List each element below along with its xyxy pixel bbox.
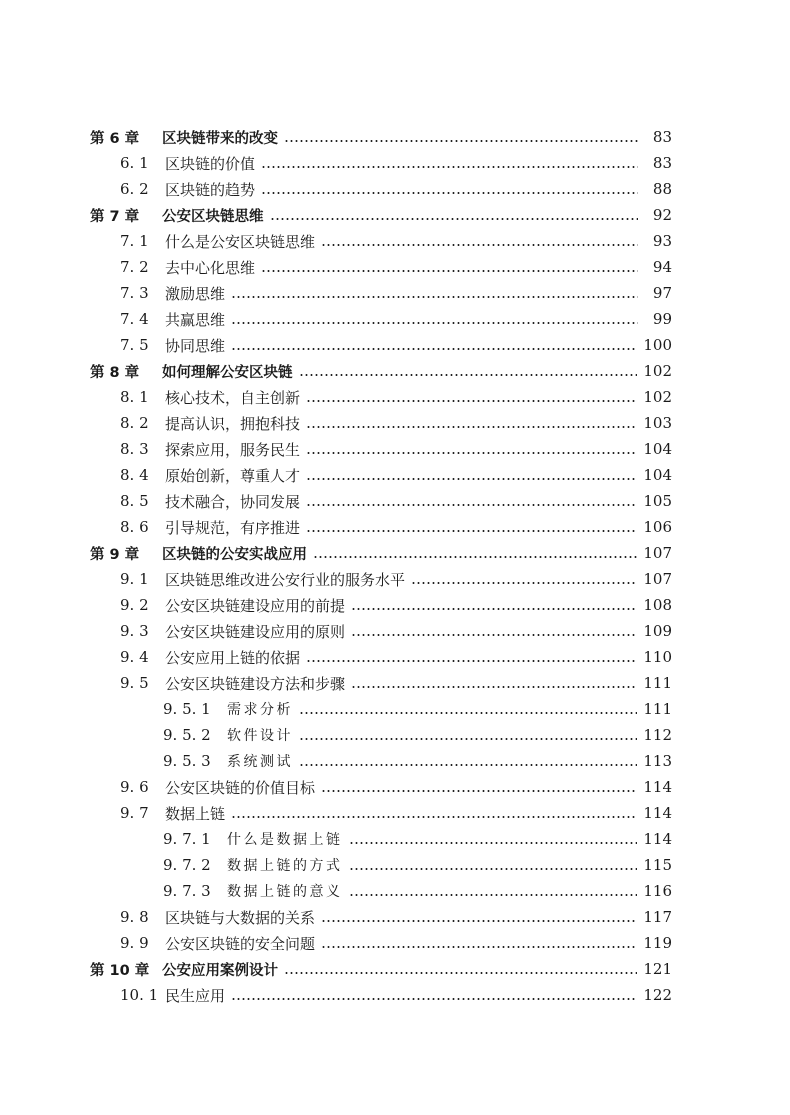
toc-entry-number: 第 8 章	[90, 364, 140, 381]
dot-leader	[411, 582, 637, 584]
toc-section-entry	[0, 904, 790, 930]
toc-section-entry	[0, 592, 790, 618]
toc-entry-page: 108	[643, 596, 672, 614]
toc-entry-title: 数据上链	[165, 804, 226, 823]
dot-leader	[313, 556, 637, 558]
toc-entry-title: 区块链的公安实战应用	[162, 546, 307, 563]
dot-leader	[351, 686, 637, 688]
toc-entry-page: 116	[643, 882, 672, 900]
dot-leader	[231, 998, 637, 1000]
toc-section-entry	[0, 410, 790, 436]
dot-leader	[261, 192, 638, 194]
toc-entry-page: 97	[652, 284, 672, 302]
toc-entry-page: 107	[643, 544, 672, 562]
toc-section-entry	[0, 618, 790, 644]
toc-entry-page: 88	[652, 180, 672, 198]
toc-entry-page: 104	[643, 440, 672, 458]
toc-entry-page: 109	[643, 622, 672, 640]
toc-entry-number: 8. 1	[120, 388, 149, 406]
dot-leader	[231, 816, 637, 818]
toc-section-entry	[0, 332, 790, 358]
toc-chapter-entry	[0, 202, 790, 228]
toc-section-entry	[0, 228, 790, 254]
toc-entry-page: 121	[643, 960, 672, 978]
toc-entry-number: 9. 9	[120, 934, 149, 952]
toc-chapter-entry	[0, 358, 790, 384]
table-of-contents	[0, 124, 790, 1008]
toc-entry-number: 7. 1	[120, 232, 149, 250]
toc-chapter-entry	[0, 540, 790, 566]
toc-section-entry	[0, 670, 790, 696]
dot-leader	[351, 634, 637, 636]
toc-entry-page: 93	[652, 232, 672, 250]
toc-section-entry	[0, 774, 790, 800]
toc-entry-page: 102	[643, 388, 672, 406]
toc-section-entry	[0, 514, 790, 540]
toc-entry-number: 9. 5. 1	[163, 700, 211, 718]
toc-entry-number: 9. 7. 3	[163, 882, 211, 900]
dot-leader	[321, 946, 637, 948]
toc-entry-page: 106	[643, 518, 672, 536]
dot-leader	[306, 660, 637, 662]
toc-entry-title: 公安区块链的价值目标	[165, 778, 316, 797]
toc-entry-number: 第 7 章	[90, 208, 140, 225]
toc-entry-title: 区块链带来的改变	[162, 130, 278, 147]
toc-entry-number: 9. 2	[120, 596, 149, 614]
toc-entry-number: 6. 1	[120, 154, 149, 172]
dot-leader	[231, 348, 637, 350]
toc-entry-title: 区块链的价值	[165, 154, 256, 173]
toc-entry-number: 第 6 章	[90, 130, 140, 147]
toc-subsection-entry	[0, 878, 790, 904]
toc-entry-page: 83	[652, 128, 672, 146]
toc-entry-page: 113	[643, 752, 672, 770]
toc-section-entry	[0, 254, 790, 280]
toc-section-entry	[0, 800, 790, 826]
toc-section-entry	[0, 462, 790, 488]
dot-leader	[306, 400, 637, 402]
toc-section-entry	[0, 930, 790, 956]
toc-entry-page: 115	[643, 856, 672, 874]
toc-entry-page: 114	[643, 778, 672, 796]
toc-entry-number: 9. 8	[120, 908, 149, 926]
toc-entry-number: 8. 3	[120, 440, 149, 458]
toc-entry-number: 第 10 章	[90, 962, 150, 979]
toc-entry-title: 探索应用，服务民生	[165, 440, 301, 459]
dot-leader	[349, 868, 638, 870]
toc-entry-title: 什么是数据上链	[227, 832, 343, 848]
dot-leader	[284, 140, 638, 142]
toc-entry-title: 如何理解公安区块链	[162, 364, 293, 381]
toc-entry-title: 数据上链的意义	[227, 884, 343, 900]
toc-entry-title: 提高认识，拥抱科技	[165, 414, 301, 433]
dot-leader	[321, 244, 638, 246]
dot-leader	[299, 374, 638, 376]
toc-section-entry	[0, 982, 790, 1008]
toc-entry-title: 共赢思维	[165, 310, 226, 329]
toc-entry-title: 需求分析	[227, 702, 293, 718]
toc-entry-number: 9. 7. 1	[163, 830, 211, 848]
toc-entry-title: 民生应用	[165, 986, 226, 1005]
toc-entry-title: 技术融合，协同发展	[165, 492, 301, 511]
toc-entry-number: 9. 5. 2	[163, 726, 211, 744]
toc-entry-title: 公安区块链建设应用的原则	[165, 622, 346, 641]
dot-leader	[231, 322, 638, 324]
toc-entry-number: 6. 2	[120, 180, 149, 198]
dot-leader	[349, 842, 638, 844]
dot-leader	[261, 166, 638, 168]
toc-entry-title: 什么是公安区块链思维	[165, 232, 316, 251]
toc-entry-number: 7. 2	[120, 258, 149, 276]
toc-subsection-entry	[0, 696, 790, 722]
toc-entry-number: 9. 5. 3	[163, 752, 211, 770]
toc-entry-number: 9. 7	[120, 804, 149, 822]
toc-subsection-entry	[0, 852, 790, 878]
toc-entry-page: 111	[643, 674, 672, 692]
toc-entry-title: 公安区块链建设应用的前提	[165, 596, 346, 615]
toc-entry-page: 83	[652, 154, 672, 172]
dot-leader	[306, 426, 637, 428]
toc-section-entry	[0, 306, 790, 332]
toc-entry-page: 103	[643, 414, 672, 432]
dot-leader	[321, 790, 637, 792]
dot-leader	[306, 478, 637, 480]
toc-entry-number: 9. 1	[120, 570, 149, 588]
toc-entry-title: 公安区块链建设方法和步骤	[165, 674, 346, 693]
toc-entry-number: 8. 6	[120, 518, 149, 536]
toc-entry-page: 117	[643, 908, 672, 926]
toc-entry-page: 99	[652, 310, 672, 328]
toc-entry-number: 7. 5	[120, 336, 149, 354]
toc-entry-number: 9. 3	[120, 622, 149, 640]
toc-entry-title: 去中心化思维	[165, 258, 256, 277]
toc-entry-title: 引导规范，有序推进	[165, 518, 301, 537]
toc-entry-page: 94	[652, 258, 672, 276]
toc-entry-title: 原始创新，尊重人才	[165, 466, 301, 485]
toc-entry-title: 核心技术，自主创新	[165, 388, 301, 407]
toc-entry-page: 114	[643, 804, 672, 822]
toc-entry-page: 92	[652, 206, 672, 224]
toc-entry-number: 9. 7. 2	[163, 856, 211, 874]
toc-section-entry	[0, 436, 790, 462]
toc-entry-page: 119	[643, 934, 672, 952]
toc-entry-title: 激励思维	[165, 284, 226, 303]
dot-leader	[321, 920, 637, 922]
toc-entry-page: 114	[643, 830, 672, 848]
toc-entry-number: 9. 6	[120, 778, 149, 796]
toc-entry-page: 105	[643, 492, 672, 510]
toc-entry-title: 公安应用上链的依据	[165, 648, 301, 667]
toc-entry-title: 协同思维	[165, 336, 226, 355]
toc-entry-page: 122	[643, 986, 672, 1004]
toc-entry-number: 7. 4	[120, 310, 149, 328]
toc-section-entry	[0, 150, 790, 176]
toc-subsection-entry	[0, 826, 790, 852]
toc-entry-number: 8. 5	[120, 492, 149, 510]
toc-entry-page: 107	[643, 570, 672, 588]
toc-section-entry	[0, 566, 790, 592]
toc-section-entry	[0, 488, 790, 514]
toc-entry-title: 区块链与大数据的关系	[165, 908, 316, 927]
dot-leader	[306, 530, 637, 532]
toc-entry-number: 9. 5	[120, 674, 149, 692]
toc-entry-number: 8. 4	[120, 466, 149, 484]
toc-entry-number: 10. 1	[120, 986, 159, 1004]
dot-leader	[306, 452, 637, 454]
toc-entry-title: 系统测试	[227, 754, 293, 770]
toc-entry-title: 区块链的趋势	[165, 180, 256, 199]
toc-entry-title: 公安应用案例设计	[162, 962, 278, 979]
toc-entry-title: 软件设计	[227, 728, 293, 744]
toc-entry-number: 9. 4	[120, 648, 149, 666]
toc-entry-page: 104	[643, 466, 672, 484]
toc-section-entry	[0, 176, 790, 202]
toc-entry-title: 区块链思维改进公安行业的服务水平	[165, 570, 406, 589]
toc-entry-number: 7. 3	[120, 284, 149, 302]
toc-entry-page: 100	[643, 336, 672, 354]
toc-chapter-entry	[0, 124, 790, 150]
toc-entry-number: 第 9 章	[90, 546, 140, 563]
toc-entry-page: 111	[643, 700, 672, 718]
dot-leader	[299, 738, 637, 740]
dot-leader	[349, 894, 638, 896]
toc-entry-title: 数据上链的方式	[227, 858, 343, 874]
toc-subsection-entry	[0, 748, 790, 774]
toc-section-entry	[0, 384, 790, 410]
toc-entry-page: 110	[643, 648, 672, 666]
toc-entry-title: 公安区块链的安全问题	[165, 934, 316, 953]
dot-leader	[231, 296, 638, 298]
dot-leader	[299, 764, 637, 766]
toc-entry-title: 公安区块链思维	[162, 208, 264, 225]
dot-leader	[261, 270, 638, 272]
toc-chapter-entry	[0, 956, 790, 982]
toc-entry-page: 102	[643, 362, 672, 380]
dot-leader	[270, 218, 639, 220]
toc-section-entry	[0, 644, 790, 670]
toc-entry-number: 8. 2	[120, 414, 149, 432]
dot-leader	[284, 972, 637, 974]
dot-leader	[299, 712, 637, 714]
toc-entry-page: 112	[643, 726, 672, 744]
dot-leader	[351, 608, 637, 610]
toc-section-entry	[0, 280, 790, 306]
toc-subsection-entry	[0, 722, 790, 748]
dot-leader	[306, 504, 637, 506]
